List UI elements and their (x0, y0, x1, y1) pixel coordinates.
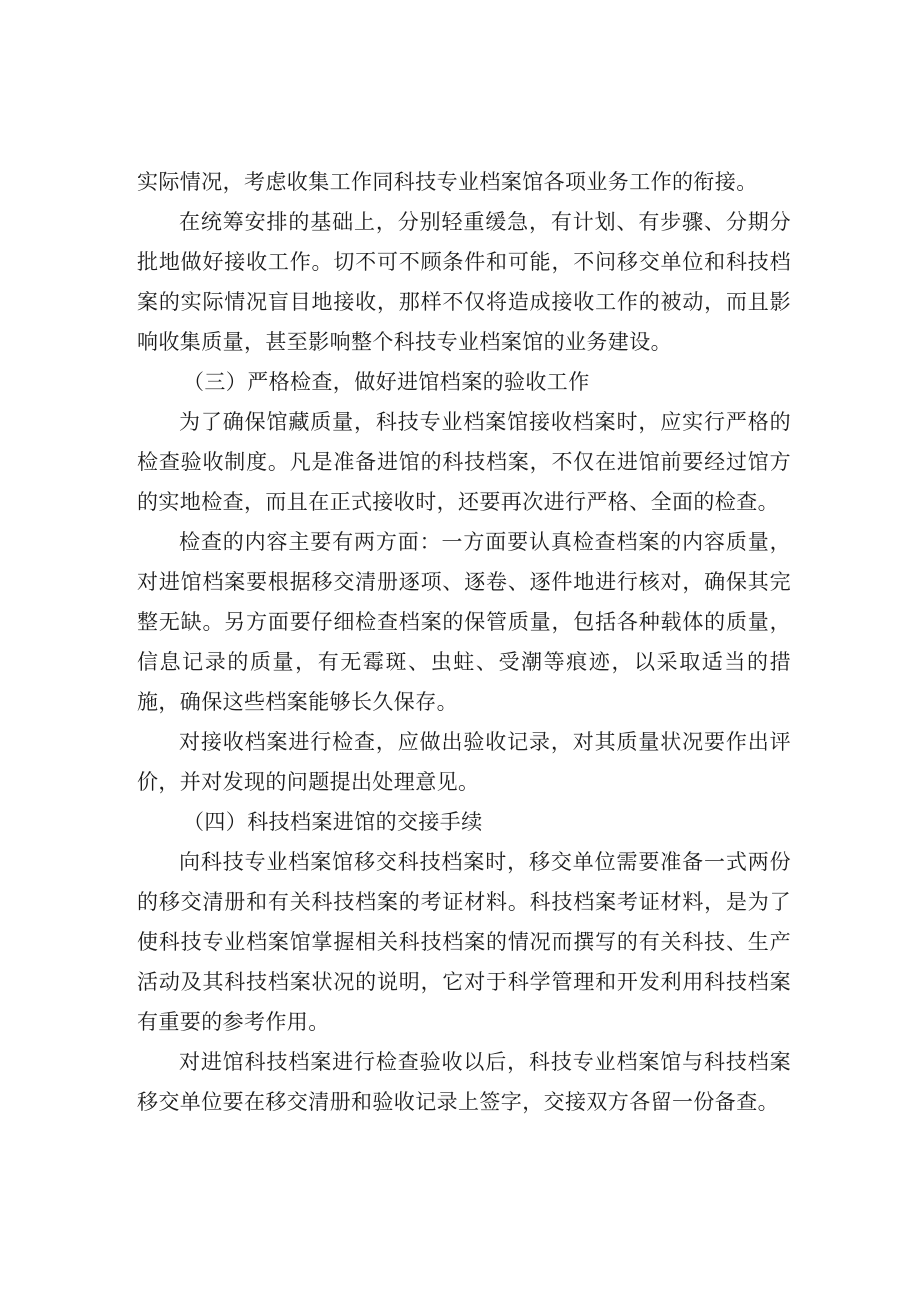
paragraph-transfer-materials: 向科技专业档案馆移交科技档案时，移交单位需要准备一式两份的移交清册和有关科技档案的考证材料。科技档案考证材料，是为了使科技专业档案馆掌握相关科技档案的情况而撰写的有关科技、生产活动及其科技档案状况的说明，它对于科学管理和开发利用科技档案有重要的参考作用。 (137, 850, 791, 1034)
section-heading-3: （三）严格检查，做好进馆档案的验收工作 (183, 370, 590, 394)
document-body (137, 162, 791, 1122)
paragraph-quality-assurance: 为了确保馆藏质量，科技专业档案馆接收档案时，应实行严格的检查验收制度。凡是准备进馆的科技档案，不仅在进馆前要经过馆方的实地检查，而且在正式接收时，还要再次进行严格、全面的检查。 (137, 410, 791, 514)
paragraph-inspection-content: 检查的内容主要有两方面：一方面要认真检查档案的内容质量，对进馆档案要根据移交清册逐项、逐卷、逐件地进行核对，确保其完整无缺。另方面要仔细检查档案的保管质量，包括各种载体的质量，信息记录的质量，有无霉斑、虫蛀、受潮等痕迹，以采取适当的措施，确保这些档案能够长久保存。 (137, 530, 791, 714)
paragraph-continuation: 实际情况，考虑收集工作同科技专业档案馆各项业务工作的衔接。 (137, 170, 758, 194)
paragraph-planning: 在统筹安排的基础上，分别轻重缓急，有计划、有步骤、分期分批地做好接收工作。切不可不顾条件和可能，不问移交单位和科技档案的实际情况盲目地接收，那样不仅将造成接收工作的被动，而且影响收集质量，甚至影响整个科技专业档案馆的业务建设。 (137, 210, 791, 354)
section-heading-4: （四）科技档案进馆的交接手续 (183, 810, 483, 834)
paragraph-acceptance-record: 对接收档案进行检查，应做出验收记录，对其质量状况要作出评价，并对发现的问题提出处理意见。 (137, 730, 791, 794)
paragraph-signing-handover: 对进馆科技档案进行检查验收以后，科技专业档案馆与科技档案移交单位要在移交清册和验收记录上签字，交接双方各留一份备查。 (137, 1050, 791, 1114)
